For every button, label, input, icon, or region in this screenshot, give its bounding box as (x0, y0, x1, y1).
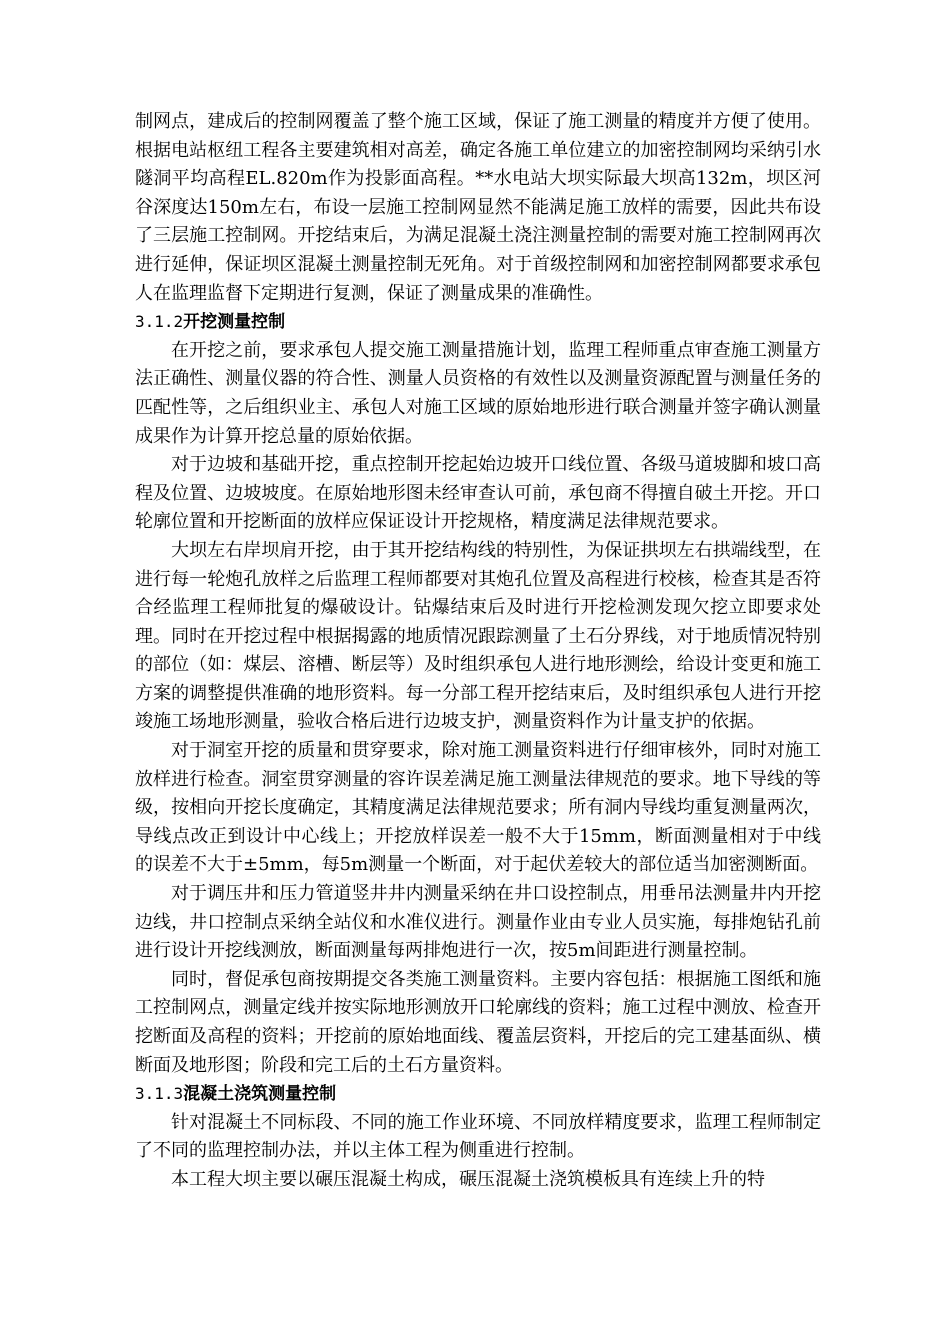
paragraph-cavern-excavation: 对于洞室开挖的质量和贯穿要求，除对施工测量资料进行仔细审核外，同时对施工放样进行检查。洞室贯穿测量的容许误差满足施工测量法律规范的要求。地下导线的等级，按相向开挖长度确定，其精度满足法律规范要求；所有洞内导线均重复测量两次，导线点改正到设计中心线上；开挖放样误差一般不大于15mm，断面测量相对于中线的误差不大于±5mm，每5m测量一个断面，对于起伏差较大的部位适当加密测断面。 (135, 740, 821, 876)
document-page (135, 108, 821, 1195)
section-number: 3.1.3 (135, 1084, 184, 1104)
paragraph-rcc-dam: 本工程大坝主要以碾压混凝土构成，碾压混凝土浇筑模板具有连续上升的特 (171, 1168, 765, 1190)
section-title: 开挖测量控制 (183, 312, 286, 333)
paragraph-concrete-methods: 针对混凝土不同标段、不同的施工作业环境、不同放样精度要求，监理工程师制定了不同的监理控制办法，并以主体工程为侧重进行控制。 (135, 1111, 821, 1162)
paragraph-shaft-survey: 对于调压井和压力管道竖井井内测量采纳在井口设控制点，用垂吊法测量井内开挖边线，井口控制点采纳全站仪和水准仪进行。测量作业由专业人员实施，每排炮钻孔前进行设计开挖线测放，断面测量每两排炮进行一次，按5m间距进行测量控制。 (135, 883, 821, 962)
section-heading-concrete-survey (135, 1080, 821, 1109)
paragraph-control-network: 制网点，建成后的控制网覆盖了整个施工区域，保证了施工测量的精度并方便了使用。根据电站枢纽工程各主要建筑相对高差，确定各施工单位建立的加密控制网均采纳引水隧洞平均高程EL.820m作为投影面高程。**水电站大坝实际最大坝高132m，坝区河谷深度达150m左右，布设一层施工控制网显然不能满足施工放样的需要，因此共布设了三层施工控制网。开挖结束后，为满足混凝土浇注测量控制的需要对施工控制网再次进行延伸，保证坝区混凝土测量控制无死角。对于首级控制网和加密控制网都要求承包人在监理监督下定期进行复测，保证了测量成果的准确性。 (135, 111, 821, 304)
paragraph-survey-documents: 同时，督促承包商按期提交各类施工测量资料。主要内容包括：根据施工图纸和施工控制网点，测量定线并按实际地形测放开口轮廓线的资料；施工过程中测放、检查开挖断面及高程的资料；开挖前的原始地面线、覆盖层资料，开挖后的完工建基面纵、横断面及地形图；阶段和完工后的土石方量资料。 (135, 968, 821, 1076)
section-number: 3.1.2 (135, 312, 184, 332)
paragraph-pre-excavation: 在开挖之前，要求承包人提交施工测量措施计划，监理工程师重点审查施工测量方法正确性、测量仪器的符合性、测量人员资格的有效性以及测量资源配置与测量任务的匹配性等，之后组织业主、承包人对施工区域的原始地形进行联合测量并签字确认测量成果作为计算开挖总量的原始依据。 (135, 339, 821, 447)
section-title: 混凝土浇筑测量控制 (183, 1084, 337, 1105)
section-heading-excavation-survey (135, 308, 821, 337)
paragraph-abutment-excavation: 大坝左右岸坝肩开挖，由于其开挖结构线的特别性，为保证拱坝左右拱端线型，在进行每一轮炮孔放样之后监理工程师都要对其炮孔位置及高程进行校核，检查其是否符合经监理工程师批复的爆破设计。钻爆结束后及时进行开挖检测发现欠挖立即要求处理。同时在开挖过程中根据揭露的地质情况跟踪测量了土石分界线，对于地质情况特别的部位（如：煤层、溶槽、断层等）及时组织承包人进行地形测绘，给设计变更和施工方案的调整提供准确的地形资料。每一分部工程开挖结束后，及时组织承包人进行开挖竣施工场地形测量，验收合格后进行边坡支护，测量资料作为计量支护的依据。 (135, 539, 821, 733)
paragraph-slope-foundation: 对于边坡和基础开挖，重点控制开挖起始边坡开口线位置、各级马道坡脚和坡口高程及位置、边坡坡度。在原始地形图未经审查认可前，承包商不得擅自破土开挖。开口轮廓位置和开挖断面的放样应保证设计开挖规格，精度满足法律规范要求。 (135, 454, 821, 533)
